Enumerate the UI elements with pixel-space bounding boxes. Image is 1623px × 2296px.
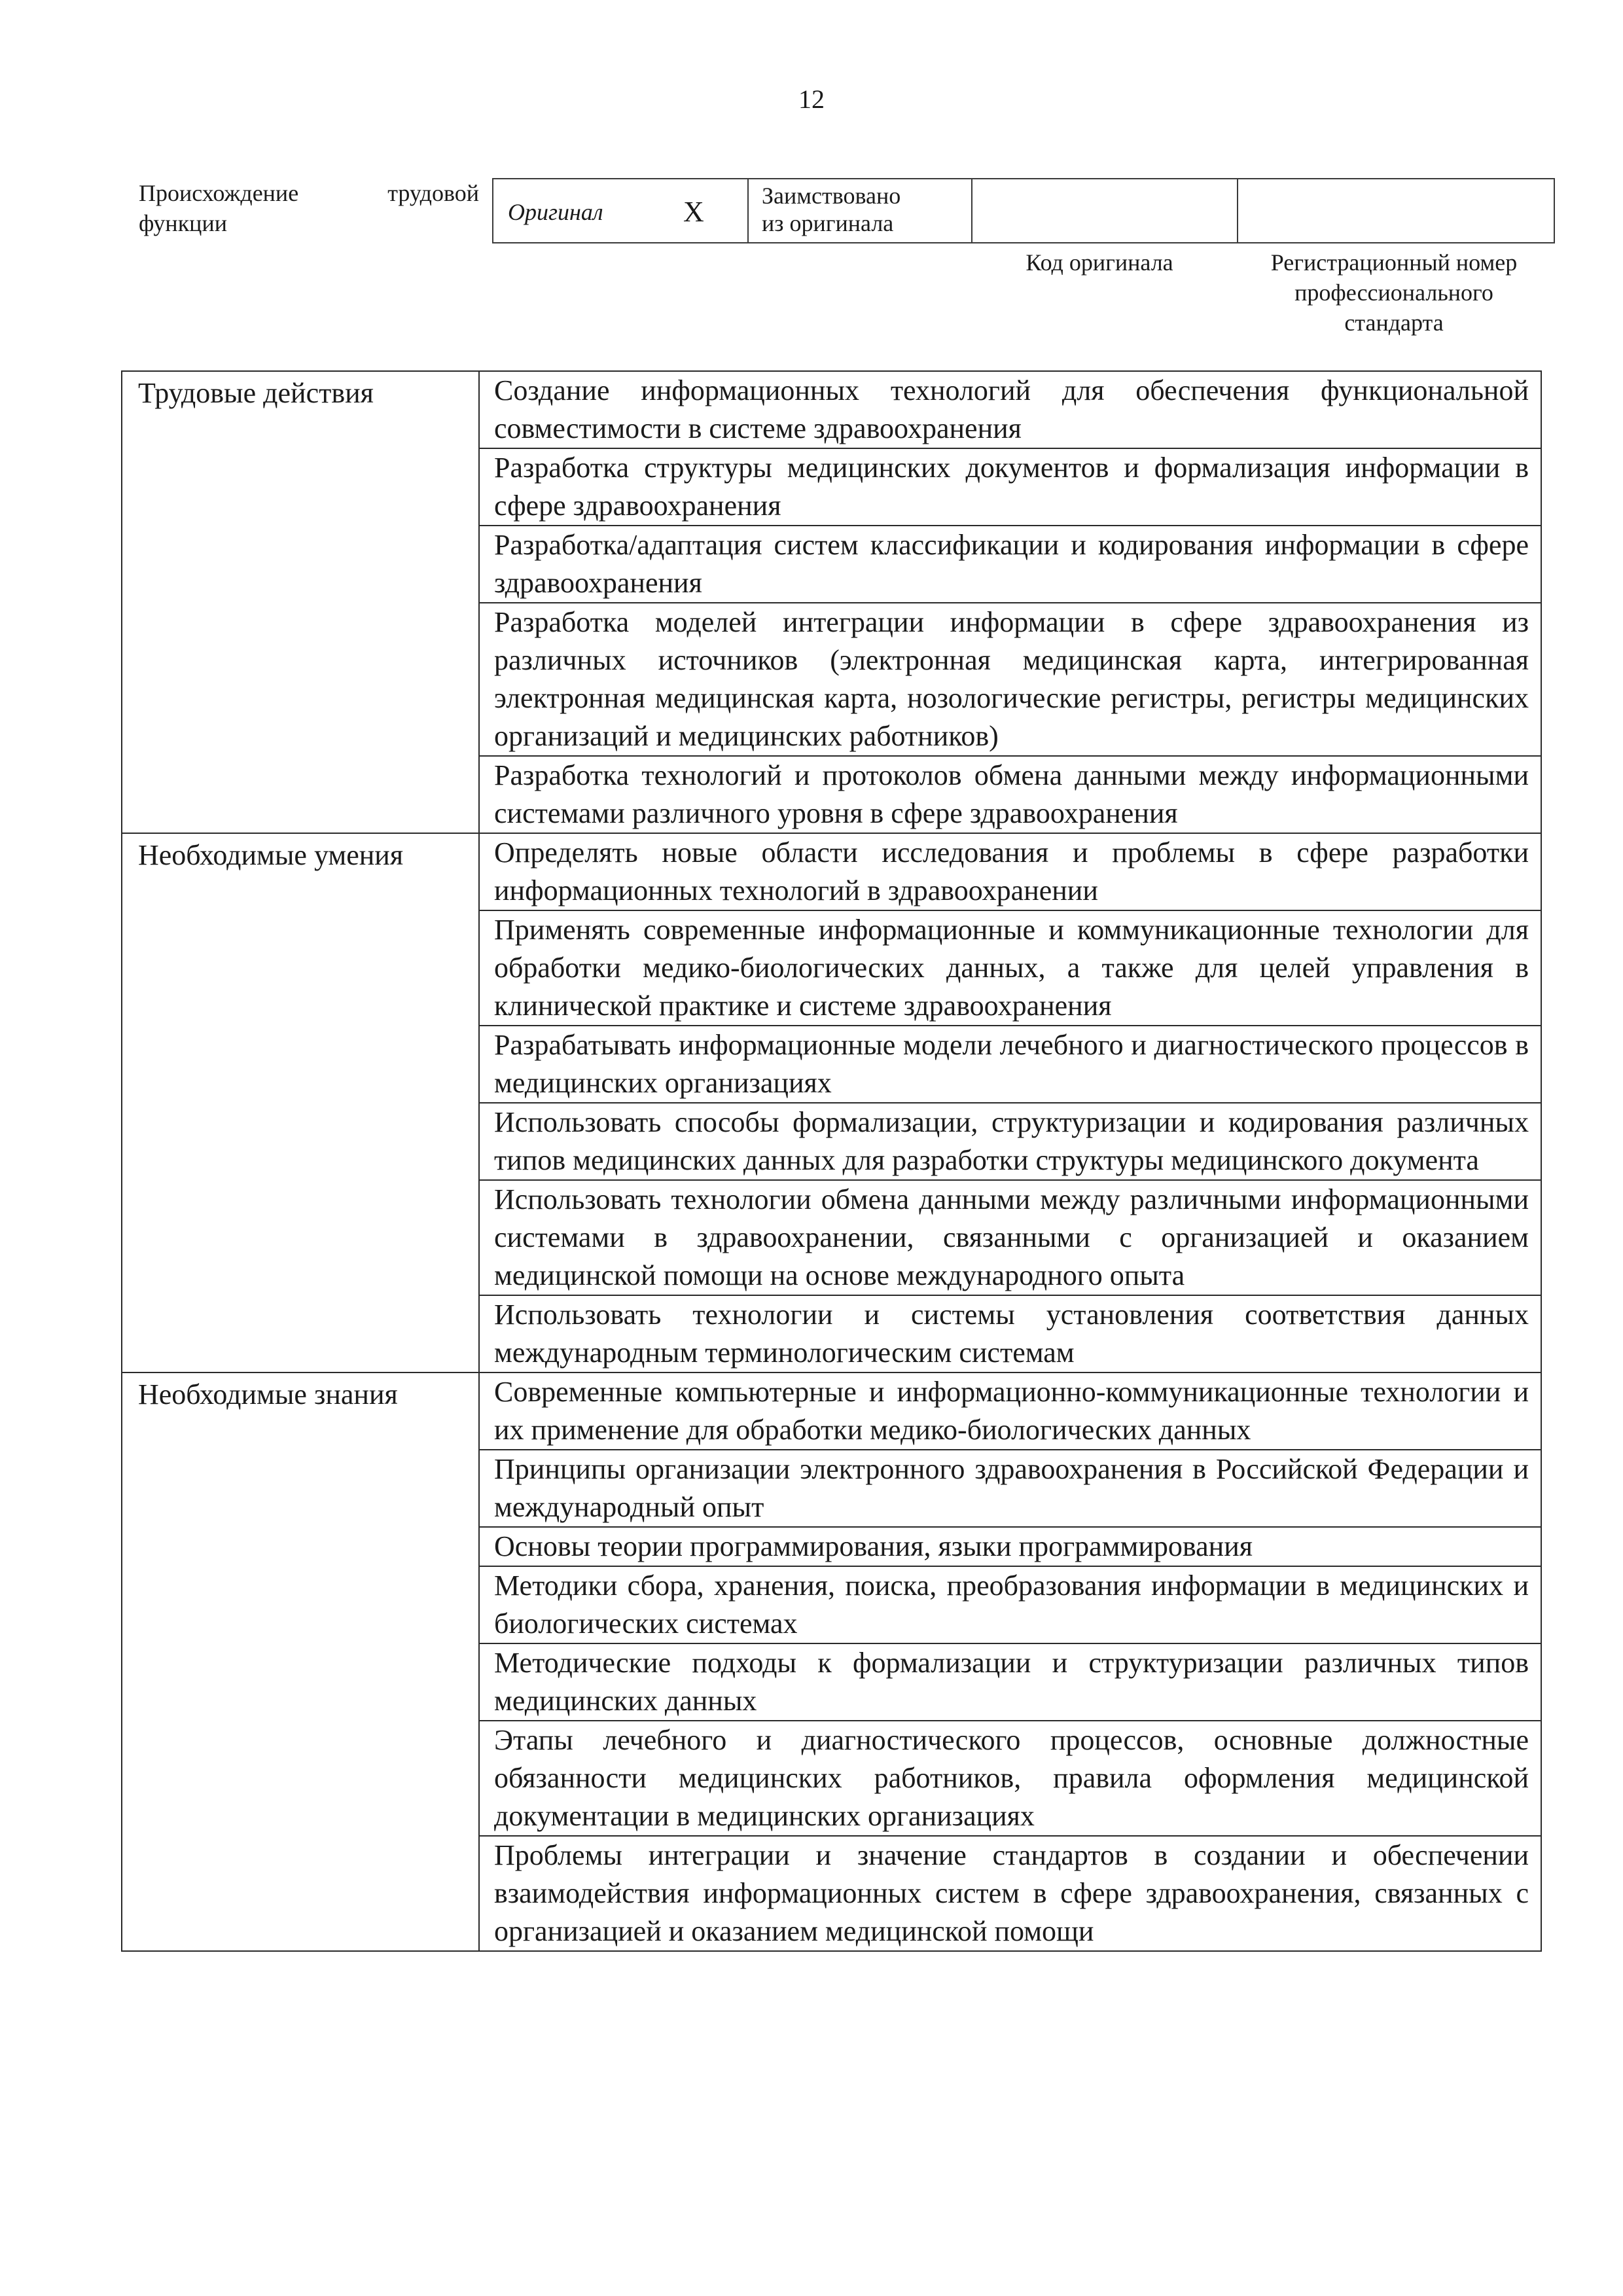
origin-box-divider — [747, 179, 749, 242]
skill-item: Разрабатывать информационные модели лечебного и диагностического процессов в медицинских организациях — [479, 1026, 1541, 1103]
origin-box-divider — [1237, 179, 1238, 242]
labor-action-item: Разработка/адаптация систем классификации и кодирования информации в сфере здравоохранения — [479, 526, 1541, 603]
registration-caption-line-3: стандарта — [1344, 310, 1444, 336]
knowledge-item: Методики сбора, хранения, поиска, преобразования информации в медицинских и биологических системах — [479, 1566, 1541, 1643]
origin-label-word-1: Происхождение — [139, 180, 299, 206]
registration-caption-line-2: профессионального — [1294, 279, 1493, 306]
knowledge-item: Проблемы интеграции и значение стандартов в создании и обеспечении взаимодействия информационных систем в сфере здравоохранения, связанных с организацией и оказанием медицинской помощи — [479, 1836, 1541, 1951]
registration-caption-line-1: Регистрационный номер — [1270, 249, 1518, 276]
origin-box-divider — [971, 179, 972, 242]
labor-action-item: Создание информационных технологий для обеспечения функциональной совместимости в системе здравоохранения — [479, 371, 1541, 448]
origin-label-word-2: трудовой — [387, 180, 479, 206]
knowledge-item: Этапы лечебного и диагностического процессов, основные должностные обязанности медицинских работников, правила оформления медицинской документации в медицинских организациях — [479, 1721, 1541, 1836]
section-label-required-skills: Необходимые умения — [122, 833, 479, 1372]
skill-item: Использовать технологии и системы установления соответствия данных международным терминологическим системам — [479, 1295, 1541, 1372]
table-row — [122, 371, 1541, 448]
skill-item: Применять современные информационные и коммуникационные технологии для обработки медико-биологических данных, а также для целей управления в клинической практике и системе здравоохранения — [479, 910, 1541, 1026]
origin-label — [139, 178, 479, 238]
original-label: Оригинал — [508, 199, 603, 225]
labor-function-table — [121, 370, 1542, 1952]
labor-action-item: Разработка структуры медицинских документов и формализация информации в сфере здравоохранения — [479, 448, 1541, 526]
table-row — [122, 833, 1541, 910]
skill-item: Использовать технологии обмена данными между различными информационными системами в здравоохранении, связанными с организацией и оказанием медицинской помощи на основе международного опыта — [479, 1180, 1541, 1295]
labor-action-item: Разработка технологий и протоколов обмена данными между информационными системами различного уровня в сфере здравоохранения — [479, 756, 1541, 833]
knowledge-item: Принципы организации электронного здравоохранения в Российской Федерации и международный опыт — [479, 1450, 1541, 1527]
knowledge-item: Методические подходы к формализации и структуризации различных типов медицинских данных — [479, 1643, 1541, 1721]
labor-action-item: Разработка моделей интеграции информации в сфере здравоохранения из различных источников (электронная медицинская карта, интегрированная электронная медицинская карта, нозологические регистры, регистры медицинских организаций и медицинских работников) — [479, 603, 1541, 756]
borrowed-label — [762, 182, 938, 237]
knowledge-item: Современные компьютерные и информационно-коммуникационные технологии и их применение для обработки медико-биологических данных — [479, 1372, 1541, 1450]
original-code-caption: Код оригинала — [1026, 249, 1173, 276]
section-label-labor-actions: Трудовые действия — [122, 371, 479, 833]
table-row — [122, 1372, 1541, 1450]
skill-item: Определять новые области исследования и проблемы в сфере разработки информационных технологий в здравоохранении — [479, 833, 1541, 910]
borrowed-label-line-1: Заимствовано — [762, 183, 901, 209]
skill-item: Использовать способы формализации, структуризации и кодирования различных типов медицинских данных для разработки структуры медицинского документа — [479, 1103, 1541, 1180]
registration-number-caption — [1230, 247, 1558, 338]
origin-box — [492, 178, 1555, 243]
origin-label-line-2: функции — [139, 210, 227, 236]
original-selected-mark: X — [683, 196, 704, 228]
section-label-required-knowledge: Необходимые знания — [122, 1372, 479, 1951]
knowledge-item: Основы теории программирования, языки программирования — [479, 1527, 1541, 1566]
page-number: 12 — [798, 84, 825, 114]
borrowed-label-line-2: из оригинала — [762, 210, 894, 236]
